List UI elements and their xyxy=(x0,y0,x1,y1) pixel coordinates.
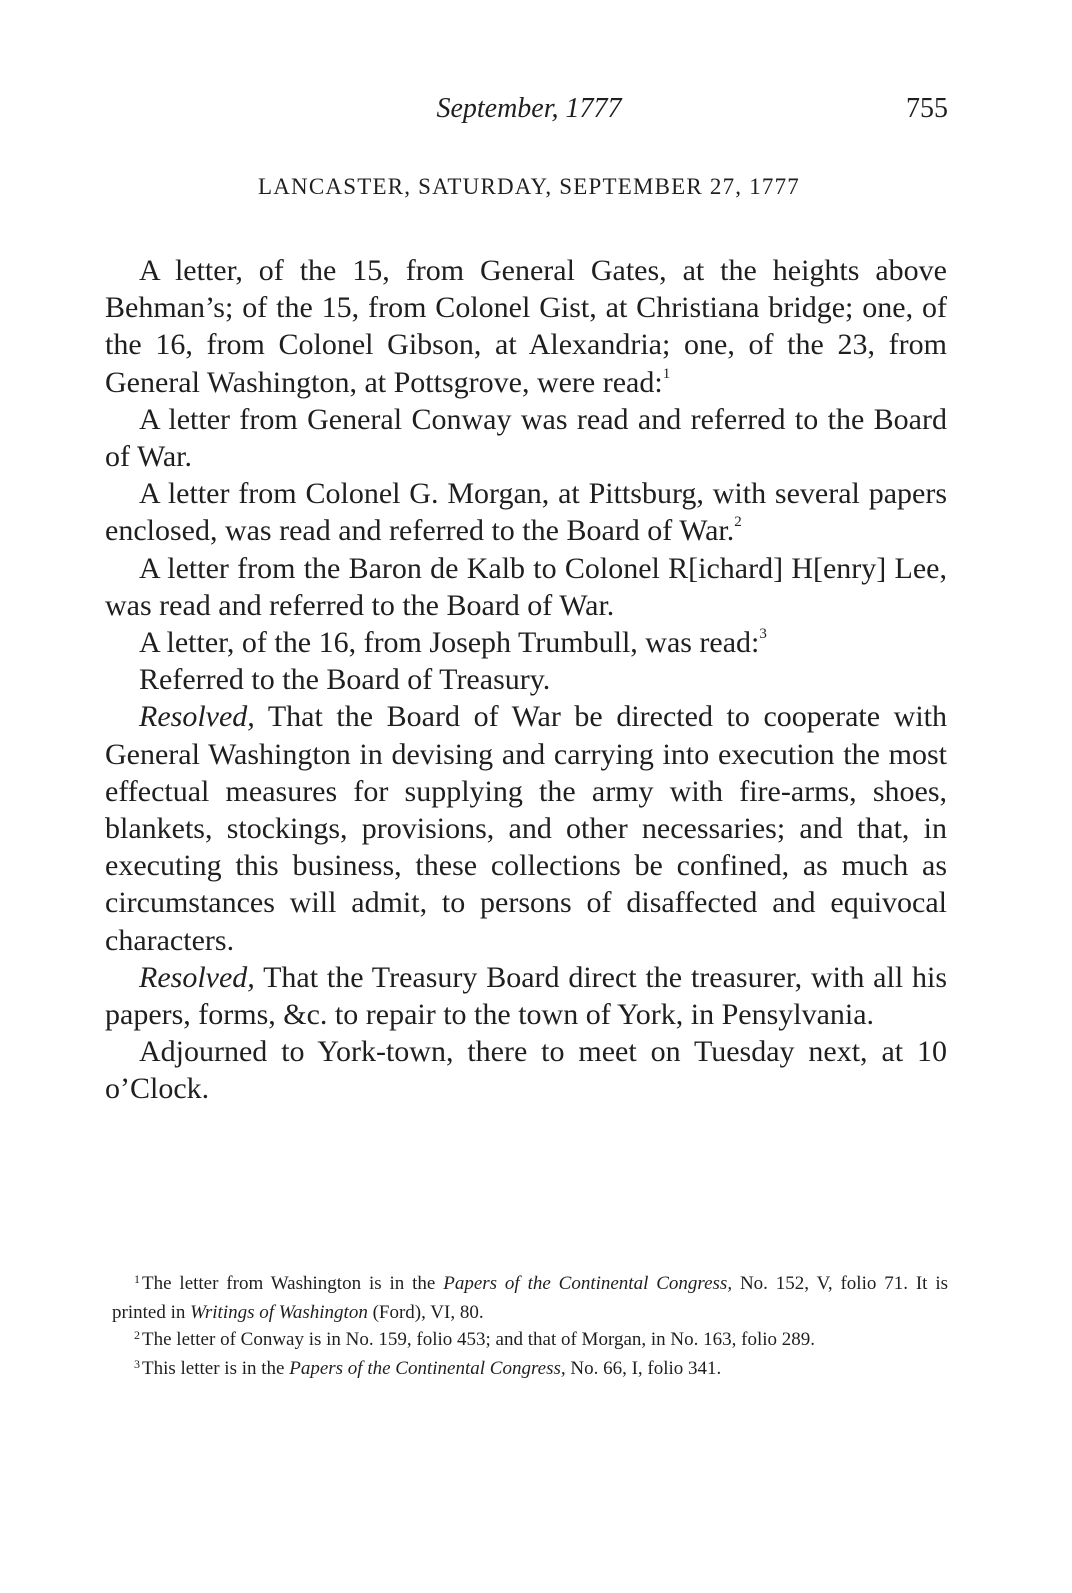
paragraph-text: A letter, of the 15, from General Gates, at the heights above Behman’s; of the 15, from Colonel Gist, at Christiana bridge; one, of the 16, from Colonel Gibson, at Alexandria; one, of the 23, from General Washington, at Pottsgrove, were read: xyxy=(105,254,947,399)
resolved-lead: Resolved, xyxy=(139,960,255,994)
footnote-text: (Ford), VI, 80. xyxy=(367,1302,484,1323)
paragraph-text: A letter from General Conway was read and referred to the Board of War. xyxy=(105,402,947,474)
paragraph-treasury-referral xyxy=(105,661,947,698)
paragraph-resolution-supplies xyxy=(105,698,947,958)
footnote-text: This letter is in the xyxy=(142,1358,290,1379)
paragraph-text: A letter, of the 16, from Joseph Trumbull, was read: xyxy=(139,626,760,660)
footnote-ref: 2 xyxy=(734,514,742,531)
paragraph-resolution-treasurer xyxy=(105,959,947,1033)
paragraph-text: Referred to the Board of Treasury. xyxy=(139,663,551,697)
footnote-text: The letter of Conway is in No. 159, folio 453; and that of Morgan, in No. 163, folio 289. xyxy=(142,1329,816,1350)
body-text xyxy=(105,252,947,1108)
footnote-title: Writings of Washington xyxy=(190,1302,368,1323)
paragraph-kalb-letter xyxy=(105,550,947,624)
footnote-mark: 1 xyxy=(134,1272,140,1286)
footnote-mark: 3 xyxy=(134,1357,140,1371)
paragraph-text: A letter from Colonel G. Morgan, at Pittsburg, with several papers enclosed, was read and referred to the Board of War. xyxy=(105,477,947,548)
running-head-title: September, 1777 xyxy=(436,93,622,124)
running-head xyxy=(110,93,948,135)
paragraph-adjournment xyxy=(105,1033,947,1107)
paragraph-conway-letter xyxy=(105,401,947,475)
resolved-lead: Resolved, xyxy=(139,700,255,734)
footnote-2 xyxy=(112,1326,948,1355)
paragraph-text: Adjourned to York-town, there to meet on Tuesday next, at 10 o’Clock. xyxy=(105,1035,947,1106)
footnote-text: No. 66, I, folio 341. xyxy=(565,1358,722,1379)
paragraph-text: A letter from the Baron de Kalb to Colonel R[ichard] H[enry] Lee, was read and referred to the Board of War. xyxy=(105,551,947,622)
paragraph-trumbull-letter xyxy=(105,624,947,661)
footnote-ref: 3 xyxy=(759,626,767,643)
footnote-3 xyxy=(112,1355,948,1384)
footnotes xyxy=(112,1270,948,1384)
paragraph-text: That the Board of War be directed to cooperate with General Washington in devising and carrying into execution the most effectual measures for supplying the army with fire-arms, shoes, blankets, stockings, provisions, and other necessaries; and that, in executing this business, these collections be confined, as much as circumstances will admit, to persons of disaffected and equivocal characters. xyxy=(105,700,947,957)
page-number: 755 xyxy=(906,93,948,124)
footnote-mark: 2 xyxy=(134,1328,140,1342)
footnote-text: No. 152, V, folio 71. It is printed in xyxy=(112,1273,948,1323)
footnote-text: The letter from Washington is in the xyxy=(142,1273,444,1294)
footnote-title: Papers of the Continental Congress, xyxy=(443,1273,733,1294)
footnote-title: Papers of the Continental Congress, xyxy=(289,1358,566,1379)
paragraph-letters-read xyxy=(105,252,947,401)
footnote-ref: 1 xyxy=(662,365,671,382)
paragraph-text: That the Treasury Board direct the treasurer, with all his papers, forms, &c. to repair to the town of York, in Pensylvania. xyxy=(105,960,947,1032)
paragraph-morgan-letter xyxy=(105,475,947,549)
section-heading: LANCASTER, SATURDAY, SEPTEMBER 27, 1777 xyxy=(257,174,801,199)
footnote-1 xyxy=(112,1270,948,1326)
